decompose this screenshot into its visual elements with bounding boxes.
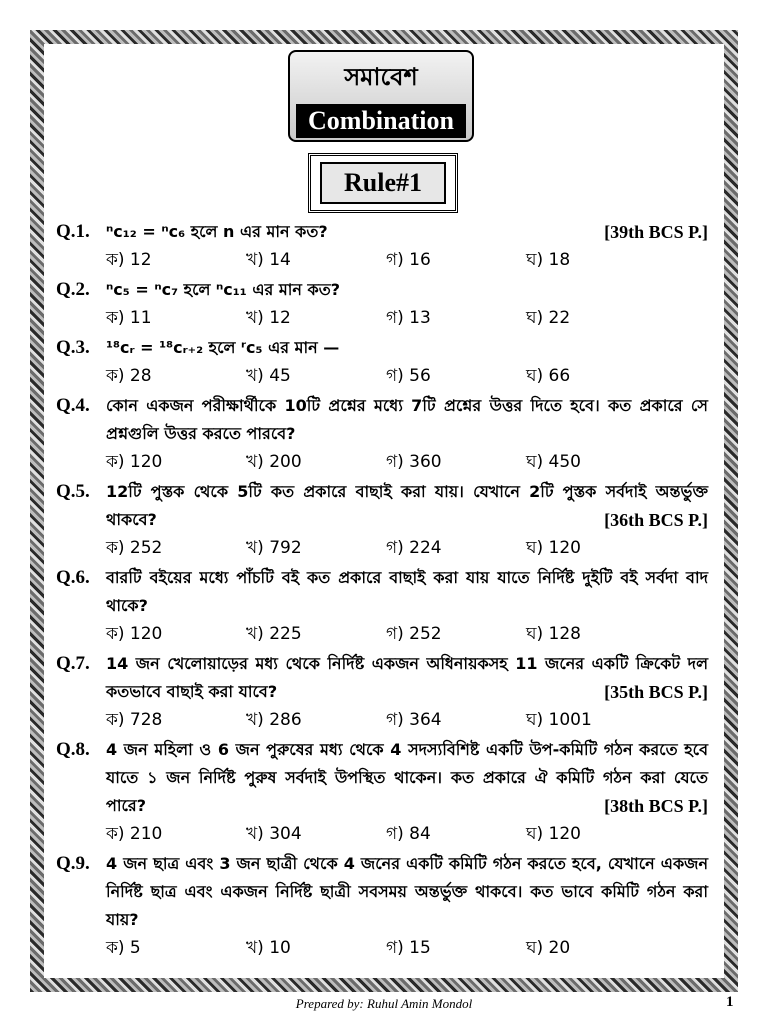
answer-option: ক) 28	[106, 366, 152, 386]
question-text	[106, 850, 708, 934]
question-head	[56, 736, 708, 820]
question-body: কোন একজন পরীক্ষার্থীকে 10টি প্রশ্নের মধ্যে 7টি প্রশ্নের উত্তর দিতে হবে। কত প্রকারে সে প্রশ্নগুলি উত্তর করতে পারবে?	[106, 396, 708, 443]
answer-option: খ) 225	[246, 624, 302, 644]
answer-option: খ) 200	[246, 452, 302, 472]
question-number: Q.5.	[56, 481, 90, 502]
answer-option: ঘ) 1001	[526, 710, 592, 730]
answer-option: ঘ) 22	[526, 308, 571, 328]
options-row	[56, 534, 708, 563]
answer-option: গ) 84	[386, 824, 431, 844]
title-bengali: সমাবেশ	[344, 63, 418, 91]
answer-option: ক) 728	[106, 710, 163, 730]
answer-option: খ) 14	[246, 250, 291, 270]
question-reference: [38th BCS P.]	[604, 796, 708, 816]
question-head	[56, 564, 708, 620]
question-text	[106, 478, 708, 534]
question-body: ⁿc₅ = ⁿc₇ হলে ⁿc₁₁ এর মান কত?	[106, 280, 341, 299]
question-body: বারটি বইয়ের মধ্যে পাঁচটি বই কত প্রকারে বাছাই করা যায় যাতে নির্দিষ্ট দুইটি বই সর্বদা বাদ থাকে?	[106, 568, 708, 615]
answer-option: গ) 224	[386, 538, 442, 558]
question-text	[106, 392, 708, 448]
question-item	[56, 850, 708, 963]
answer-option: খ) 12	[246, 308, 291, 328]
title-english: Combination	[296, 104, 466, 138]
answer-option: খ) 304	[246, 824, 302, 844]
options-row	[56, 362, 708, 391]
question-number: Q.1.	[56, 221, 90, 242]
question-text	[106, 218, 708, 246]
answer-option: ঘ) 20	[526, 938, 571, 958]
question-reference: [36th BCS P.]	[604, 510, 708, 530]
question-item	[56, 276, 708, 333]
question-reference: [35th BCS P.]	[604, 682, 708, 702]
answer-option: ঘ) 120	[526, 538, 581, 558]
rule-label: Rule#1	[320, 162, 446, 204]
question-item	[56, 650, 708, 735]
answer-option: গ) 13	[386, 308, 431, 328]
answer-option: ক) 12	[106, 250, 152, 270]
answer-option: ক) 252	[106, 538, 163, 558]
options-row	[56, 820, 708, 849]
question-reference: [39th BCS P.]	[604, 222, 708, 242]
question-head	[56, 850, 708, 934]
question-head	[56, 334, 708, 362]
question-number: Q.6.	[56, 567, 90, 588]
answer-option: খ) 792	[246, 538, 302, 558]
answer-option: খ) 286	[246, 710, 302, 730]
answer-option: গ) 15	[386, 938, 431, 958]
question-body: ⁿc₁₂ = ⁿc₆ হলে n এর মান কত?	[106, 222, 328, 241]
answer-option: ঘ) 66	[526, 366, 571, 386]
question-head	[56, 218, 708, 246]
options-row	[56, 934, 708, 963]
answer-option: গ) 360	[386, 452, 442, 472]
title-box	[288, 50, 474, 142]
question-body: 4 জন ছাত্র এবং 3 জন ছাত্রী থেকে 4 জনের একটি কমিটি গঠন করতে হবে, যেখানে একজন নির্দিষ্ট ছাত্র এবং একজন নির্দিষ্ট ছাত্রী সবসময় অন্তর্ভুক্ত থাকবে। কত ভাবে কমিটি গঠন করা যায়?	[106, 854, 708, 929]
prepared-by: Prepared by: Ruhul Amin Mondol	[295, 996, 473, 1011]
options-row	[56, 304, 708, 333]
options-row	[56, 246, 708, 275]
question-list	[56, 218, 708, 964]
question-text	[106, 650, 708, 706]
answer-option: ক) 120	[106, 452, 163, 472]
question-number: Q.4.	[56, 395, 90, 416]
answer-option: ঘ) 128	[526, 624, 581, 644]
question-number: Q.3.	[56, 337, 90, 358]
question-number: Q.2.	[56, 279, 90, 300]
answer-option: ঘ) 18	[526, 250, 571, 270]
question-number: Q.7.	[56, 653, 90, 674]
question-item	[56, 218, 708, 275]
question-text	[106, 334, 708, 362]
question-body: ¹⁸cᵣ = ¹⁸cᵣ₊₂ হলে ʳc₅ এর মান —	[106, 338, 340, 357]
options-row	[56, 620, 708, 649]
question-body: 14 জন খেলোয়াড়ের মধ্য থেকে নির্দিষ্ট একজন অধিনায়কসহ 11 জনের একটি ক্রিকেট দল কতভাবে বাছাই করা যাবে?	[106, 654, 708, 701]
question-item	[56, 736, 708, 849]
answer-option: গ) 56	[386, 366, 431, 386]
question-number: Q.9.	[56, 853, 90, 874]
question-item	[56, 478, 708, 563]
question-item	[56, 564, 708, 649]
answer-option: ক) 210	[106, 824, 163, 844]
question-text	[106, 736, 708, 820]
question-body: 4 জন মহিলা ও 6 জন পুরুষের মধ্য থেকে 4 সদস্যবিশিষ্ট একটি উপ-কমিটি গঠন করতে হবে যাতে ১ জন নির্দিষ্ট পুরুষ সর্বদাই উপস্থিত থাকেন। কত প্রকারে ঐ কমিটি গঠন করা যেতে পারে?	[106, 740, 708, 815]
question-item	[56, 334, 708, 391]
question-head	[56, 392, 708, 448]
question-text	[106, 564, 708, 620]
answer-option: ঘ) 120	[526, 824, 581, 844]
question-body: 12টি পুস্তক থেকে 5টি কত প্রকারে বাছাই করা যায়। যেখানে 2টি পুস্তক সর্বদাই অন্তর্ভুক্ত থাকবে?	[106, 482, 708, 529]
answer-option: ক) 5	[106, 938, 141, 958]
question-head	[56, 650, 708, 706]
question-head	[56, 478, 708, 534]
question-text	[106, 276, 708, 304]
answer-option: খ) 45	[246, 366, 291, 386]
answer-option: গ) 364	[386, 710, 442, 730]
answer-option: ক) 11	[106, 308, 152, 328]
page-number: 1	[726, 994, 734, 1010]
answer-option: ক) 120	[106, 624, 163, 644]
answer-option: গ) 252	[386, 624, 442, 644]
options-row	[56, 448, 708, 477]
options-row	[56, 706, 708, 735]
question-item	[56, 392, 708, 477]
answer-option: ঘ) 450	[526, 452, 581, 472]
answer-option: খ) 10	[246, 938, 291, 958]
question-head	[56, 276, 708, 304]
rule-box	[308, 153, 458, 213]
question-number: Q.8.	[56, 739, 90, 760]
answer-option: গ) 16	[386, 250, 431, 270]
